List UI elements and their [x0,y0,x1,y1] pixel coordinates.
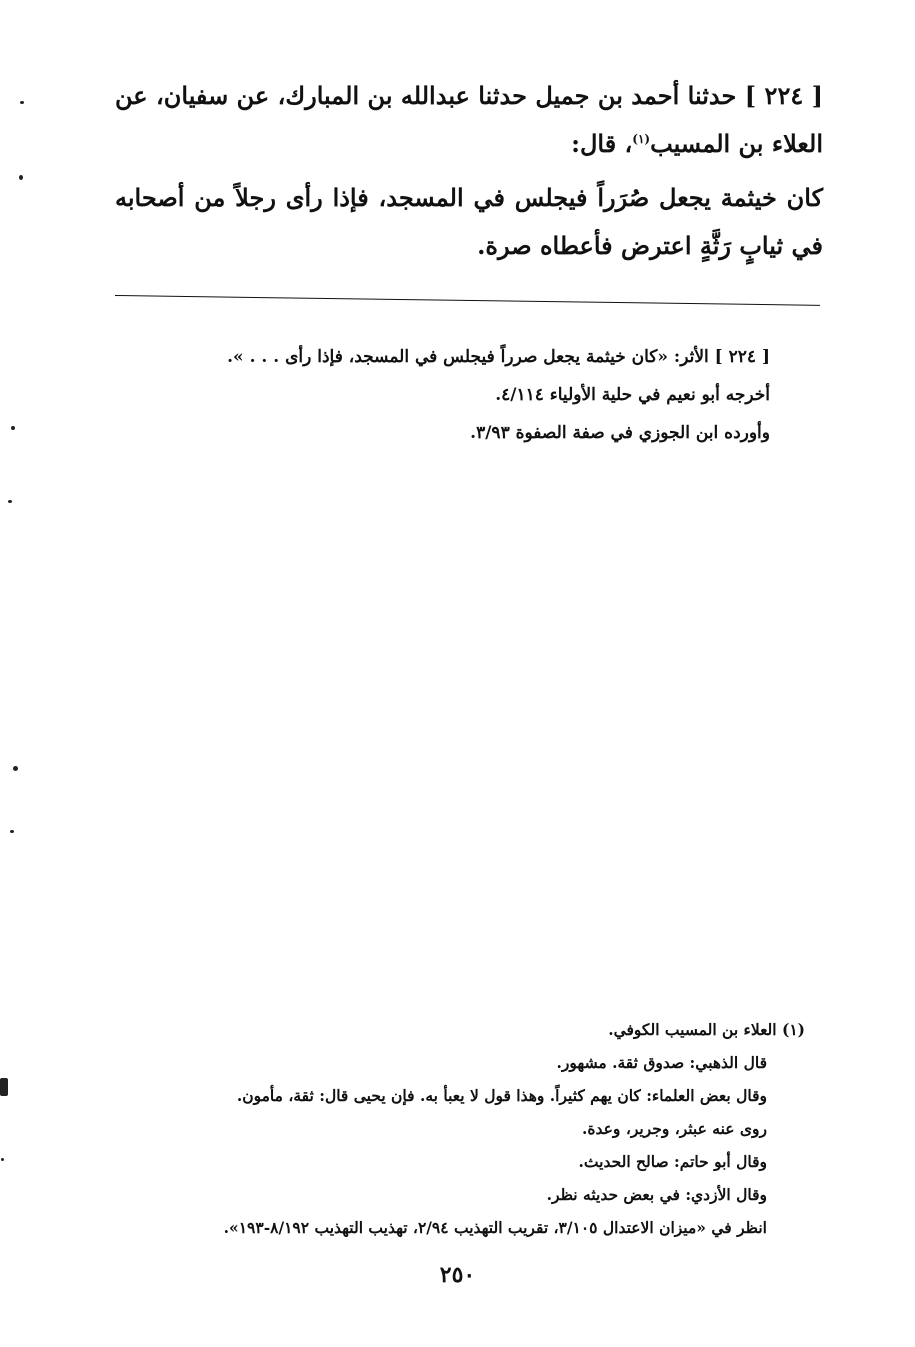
footnote-1 [95,1013,805,1244]
page-number: ٢٥٠ [439,1262,476,1288]
footnote-reference[interactable]: (١) [632,132,651,146]
scan-speck [10,830,14,833]
footnote-line-4: وقال أبو حاتم: صالح الحديث. [578,1152,767,1171]
footnote-line-1: قال الذهبي: صدوق ثقة. مشهور. [556,1053,767,1072]
scan-speck [19,175,23,180]
scan-speck [20,101,24,104]
footnote-line-2: وقال بعض العلماء: كان يهم كثيراً. وهذا قول لا يعبأ به. فإن يحيى قال: ثقة، مأمون. [236,1086,767,1105]
takhrij-line-2: أخرجه أبو نعيم في حلية الأولياء ٤/١١٤. [495,385,770,405]
isnad-line-2: سفيان، عن العلاء بن المسيب [115,81,823,158]
hadith-isnad [115,72,823,168]
scan-speck [13,766,18,771]
footnote-sources: انظر في «ميزان الاعتدال ٣/١٠٥، تقريب التهذيب ٢/٩٤، تهذيب التهذيب ٨/١٩٢-١٩٣». [223,1218,767,1237]
footnote-divider [115,295,820,306]
footnote-line-5: وقال الأزدي: في بعض حديثه نظر. [546,1185,767,1204]
scan-speck [1,1158,4,1161]
takhrij-line-3: وأورده ابن الجوزي في صفة الصفوة ٣/٩٣. [470,423,770,443]
main-text [115,72,823,270]
isnad-line-2-end: ، قال: [571,129,633,158]
scan-speck [11,426,15,430]
footnote-title: (١) العلاء بن المسيب الكوفي. [608,1020,805,1039]
scan-speck [0,1078,8,1096]
scan-speck [8,500,12,503]
takhrij-line-1: [ ٢٢٤ ] الأثر: «كان خيثمة يجعل صرراً فيجلس في المسجد، فإذا رأى . . . ». [227,347,770,367]
takhrij-notes [120,338,770,452]
hadith-matn: كان خيثمة يجعل صُرَراً فيجلس في المسجد، فإذا رأى رجلاً من أصحابه في ثيابٍ رَثَّةٍ اعترض فأعطاه صرة. [115,183,824,260]
isnad-line-1: [ ٢٢٤ ] حدثنا أحمد بن جميل حدثنا عبدالله بن المبارك، عن [236,81,823,110]
footnote-line-3: روى عنه عبثر، وجرير، وعدة. [582,1119,767,1138]
